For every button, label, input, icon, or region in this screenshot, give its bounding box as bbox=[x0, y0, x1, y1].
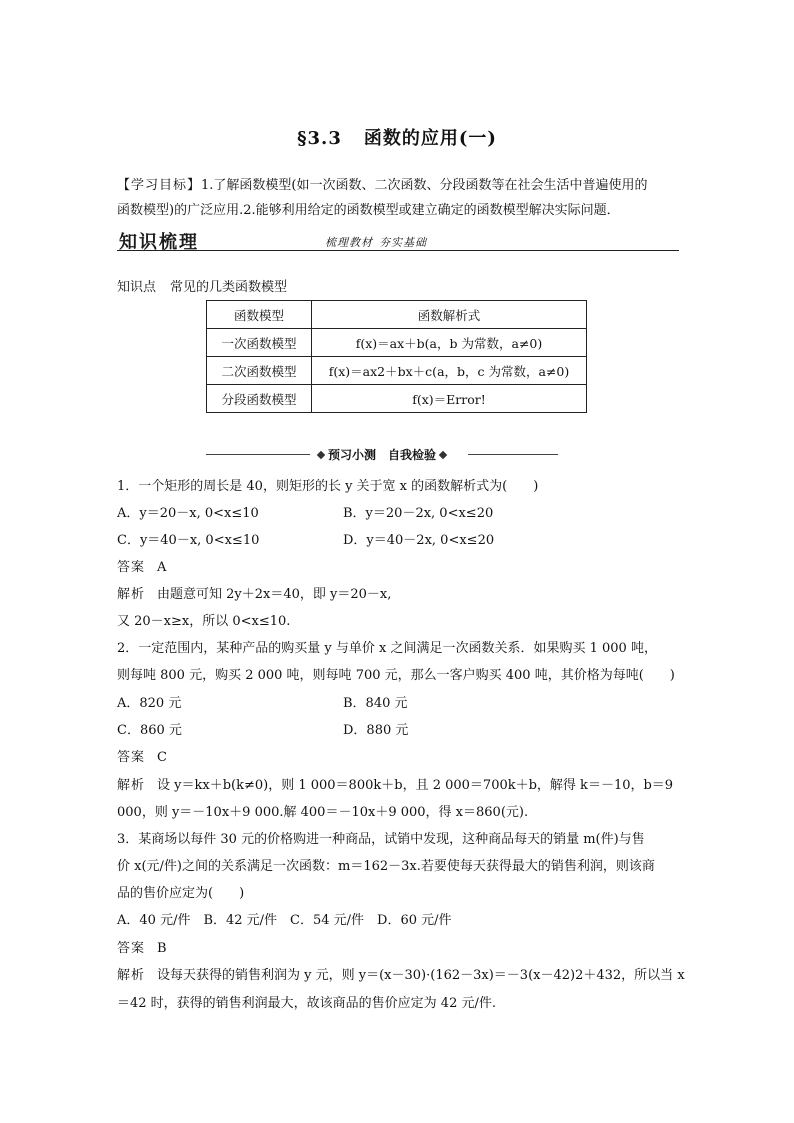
section-header bbox=[117, 228, 679, 258]
q3-options: A．40 元/件 B．42 元/件 C．54 元/件 D．60 元/件 bbox=[117, 913, 452, 928]
function-model-table bbox=[206, 300, 587, 413]
table-cell: f(x)＝ax2＋bx＋c(a，b，c 为常数，a≠0) bbox=[312, 357, 587, 385]
q2-option-a: A．820 元 bbox=[117, 696, 182, 711]
table-cell: 二次函数模型 bbox=[207, 357, 312, 385]
q2-stem-line-1: 2．一定范围内，某种产品的购买量 y 与单价 x 之间满足一次函数关系．如果购买 1 000 吨， bbox=[117, 641, 657, 656]
table-row bbox=[207, 329, 587, 357]
section-number: §3.3 bbox=[297, 128, 342, 149]
page-title bbox=[0, 124, 794, 150]
knowledge-point-label: 知识点 bbox=[117, 280, 157, 295]
table-header: 函数解析式 bbox=[312, 301, 587, 329]
section-header-subtitle: 梳理教材 夯实基础 bbox=[325, 236, 427, 249]
q3-solution-line-2: ＝42 时，获得的销售利润最大，故该商品的售价应定为 42 元/件. bbox=[117, 996, 496, 1011]
q3-stem-line-2: 价 x(元/件)之间的关系满足一次函数：m＝162－3x.若要使每天获得最大的销售利润，则该商 bbox=[117, 859, 655, 874]
table-header-row bbox=[207, 301, 587, 329]
knowledge-point-text: 常见的几类函数模型 bbox=[170, 280, 288, 295]
q2-option-c: C．860 元 bbox=[117, 723, 182, 738]
q2-stem-line-2: 则每吨 800 元，购买 2 000 吨，则每吨 700 元，那么一客户购买 400 吨，其价格为每吨( ) bbox=[117, 668, 675, 683]
preview-divider bbox=[206, 446, 558, 462]
table-cell: f(x)＝ax＋b(a，b 为常数，a≠0) bbox=[312, 329, 587, 357]
section-header-label: 知识梳理 bbox=[119, 232, 199, 253]
diamond-icon bbox=[439, 451, 447, 459]
q2-solution-line-1: 解析 设 y＝kx＋b(k≠0)，则 1 000＝800k＋b，且 2 000＝700k＋b，解得 k＝－10，b＝9 bbox=[117, 778, 674, 793]
table-header: 函数模型 bbox=[207, 301, 312, 329]
q3-stem-line-3: 品的售价应定为( ) bbox=[117, 886, 245, 901]
goal-line-2: 函数模型)的广泛应用.2.能够利用给定的函数模型或建立确定的函数模型解决实际问题． bbox=[117, 203, 620, 218]
q1-stem: 1．一个矩形的周长是 40，则矩形的长 y 关于宽 x 的函数解析式为( ) bbox=[117, 479, 539, 494]
q1-solution-line-2: 又 20－x≥x，所以 0<x≤10. bbox=[117, 614, 291, 629]
goal-tag: 【学习目标】 bbox=[117, 178, 202, 193]
table-cell: 一次函数模型 bbox=[207, 329, 312, 357]
q3-solution-line-1: 解析 设每天获得的销售利润为 y 元，则 y＝(x－30)·(162－3x)＝－3(x－42)2＋432，所以当 x bbox=[117, 968, 685, 983]
q1-option-b: B．y＝20－2x, 0<x≤20 bbox=[343, 506, 494, 521]
q2-option-b: B．840 元 bbox=[343, 696, 408, 711]
q2-solution-line-2: 000，则 y＝－10x＋9 000.解 400＝－10x＋9 000，得 x＝860(元). bbox=[117, 805, 529, 820]
table-cell: f(x)＝Error! bbox=[312, 385, 587, 413]
q1-solution-line-1: 解析 由题意可知 2y＋2x＝40，即 y＝20－x, bbox=[117, 587, 392, 602]
q1-option-c: C．y＝40－x, 0<x≤10 bbox=[117, 533, 260, 548]
q2-answer: 答案 C bbox=[117, 750, 168, 765]
table-row bbox=[207, 385, 587, 413]
q1-option-d: D．y＝40－2x, 0<x≤20 bbox=[343, 533, 495, 548]
table-row bbox=[207, 357, 587, 385]
q1-option-a: A．y＝20－x, 0<x≤10 bbox=[117, 506, 259, 521]
q2-option-d: D．880 元 bbox=[343, 723, 409, 738]
q3-answer: 答案 B bbox=[117, 941, 168, 956]
goal-line-1: 【学习目标】1.了解函数模型(如一次函数、二次函数、分段函数等在社会生活中普遍使用的 bbox=[117, 178, 648, 193]
table-cell: 分段函数模型 bbox=[207, 385, 312, 413]
section-header-rule bbox=[117, 250, 679, 251]
q3-stem-line-1: 3．某商场以每件 30 元的价格购进一种商品，试销中发现，这种商品每天的销量 m(件)与售 bbox=[117, 832, 645, 847]
diamond-icon bbox=[317, 451, 325, 459]
section-title: 函数的应用(一) bbox=[363, 128, 497, 149]
knowledge-point bbox=[117, 276, 287, 295]
learning-goals bbox=[117, 173, 679, 223]
q1-answer: 答案 A bbox=[117, 560, 168, 575]
divider-text: 预习小测 自我检验 bbox=[327, 448, 436, 462]
